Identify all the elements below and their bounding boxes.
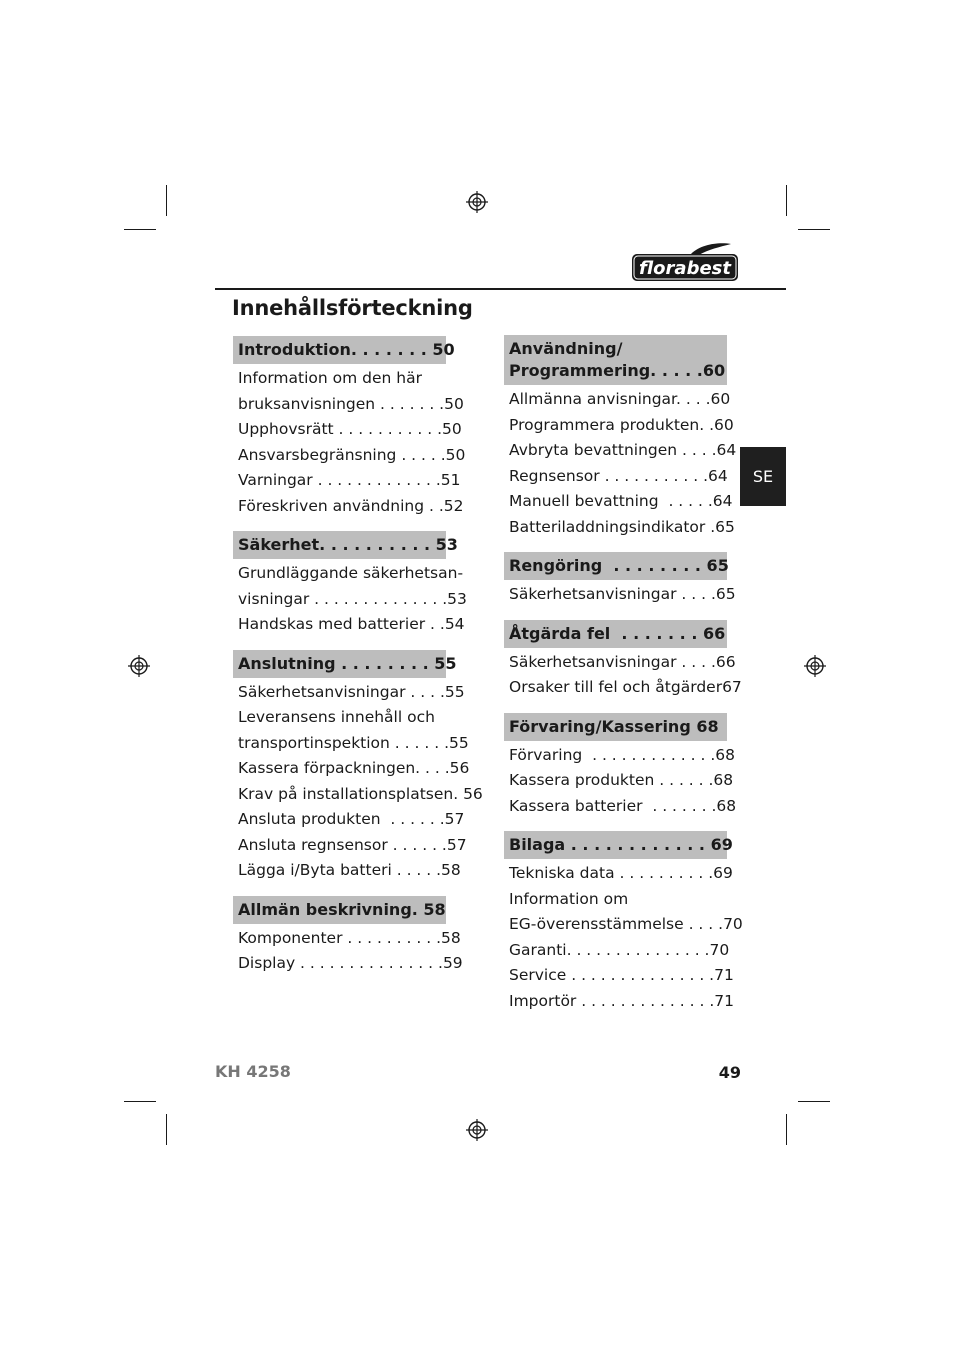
- toc-column-left: [233, 336, 483, 977]
- toc-entry: Säkerhetsanvisningar . . . .55: [238, 682, 465, 701]
- toc-entry: Information om: [509, 889, 629, 908]
- model-number: KH 4258: [215, 1062, 291, 1081]
- toc-entry: Avbryta bevattningen . . . .64: [509, 441, 737, 459]
- crop-mark: [124, 229, 156, 230]
- page-title: Innehållsförteckning: [232, 296, 473, 320]
- page-number: 49: [718, 1063, 741, 1082]
- toc-section-heading: Åtgärda fel . . . . . . . 66: [504, 620, 727, 648]
- toc-column-right: [504, 335, 743, 1014]
- logo-text: florabest: [639, 258, 731, 279]
- toc-entry: Regnsensor . . . . . . . . . . .64: [509, 466, 728, 485]
- toc-section-heading: Användning/ Programmering. . . . .60: [504, 335, 727, 385]
- crop-mark: [786, 1114, 787, 1145]
- toc-entry: Tekniska data . . . . . . . . . .69: [509, 864, 733, 882]
- toc-entry: Programmera produkten. .60: [509, 415, 734, 434]
- toc-section-heading: Allmän beskrivning. 58: [233, 896, 446, 924]
- toc-section-heading: Bilaga . . . . . . . . . . . . 69: [504, 831, 727, 859]
- toc-entry: Lägga i/Byta batteri . . . . .58: [238, 861, 461, 879]
- registration-mark-icon: [804, 655, 826, 677]
- toc-section-heading: Säkerhet. . . . . . . . . . 53: [233, 531, 446, 559]
- registration-mark-icon: [466, 1119, 488, 1141]
- toc-entry: Garanti. . . . . . . . . . . . . . .70: [509, 940, 730, 959]
- toc-entry: Handskas med batterier . .54: [238, 615, 465, 633]
- crop-mark: [166, 185, 167, 216]
- toc-entry: Upphovsrätt . . . . . . . . . . .50: [238, 420, 462, 438]
- toc-entry: EG-överensstämmelse . . . .70: [509, 915, 743, 933]
- toc-entry: Säkerhetsanvisningar . . . .65: [509, 585, 736, 603]
- toc-entry: Kassera batterier . . . . . . .68: [509, 796, 737, 815]
- toc-entry: Grundläggande säkerhetsan-: [238, 564, 464, 582]
- toc-entry: Kassera förpackningen. . . .56: [238, 759, 470, 777]
- toc-entry: Orsaker till fel och åtgärder67: [509, 678, 742, 696]
- registration-mark-icon: [466, 191, 488, 213]
- toc-entry: Allmänna anvisningar. . . .60: [509, 390, 731, 408]
- toc-entry: Batteriladdningsindikator .65: [509, 517, 735, 536]
- toc-entry: Importör . . . . . . . . . . . . . .71: [509, 991, 734, 1010]
- crop-mark: [166, 1114, 167, 1145]
- toc-entry: Ansluta regnsensor . . . . . .57: [238, 835, 467, 854]
- toc-section-heading: Rengöring . . . . . . . . 65: [504, 552, 727, 580]
- toc-entry: Service . . . . . . . . . . . . . . .71: [509, 966, 734, 984]
- crop-mark: [798, 229, 830, 230]
- header-rule: [215, 288, 786, 290]
- toc-entry: Kassera produkten . . . . . .68: [509, 771, 734, 789]
- toc-section-heading: Anslutning . . . . . . . . 55: [233, 650, 446, 678]
- toc-entry: Information om den här: [238, 369, 422, 387]
- language-tab: SE: [740, 447, 786, 506]
- toc-entry: transportinspektion . . . . . .55: [238, 733, 469, 752]
- toc-entry: Display . . . . . . . . . . . . . . .59: [238, 954, 463, 972]
- crop-mark: [124, 1101, 156, 1102]
- crop-mark: [786, 185, 787, 216]
- crop-mark: [798, 1101, 830, 1102]
- florabest-logo: [631, 242, 739, 282]
- toc-entry: Säkerhetsanvisningar . . . .66: [509, 652, 736, 671]
- toc-entry: Leveransens innehåll och: [238, 708, 435, 726]
- toc-entry: visningar . . . . . . . . . . . . . .53: [238, 589, 467, 608]
- toc-entry: Komponenter . . . . . . . . . .58: [238, 928, 461, 947]
- toc-section-heading: Förvaring/Kassering 68: [504, 713, 727, 741]
- toc-entry: Ansvarsbegränsning . . . . .50: [238, 445, 466, 464]
- toc-entry: Varningar . . . . . . . . . . . . .51: [238, 471, 461, 489]
- toc-entry: Föreskriven användning . .52: [238, 496, 464, 515]
- toc-entry: Manuell bevattning . . . . .64: [509, 492, 733, 510]
- toc-entry: Krav på installationsplatsen. 56: [238, 784, 483, 803]
- toc-section-heading: Introduktion. . . . . . . 50: [233, 336, 446, 364]
- toc-entry: Förvaring . . . . . . . . . . . . .68: [509, 745, 735, 764]
- toc-entry: bruksanvisningen . . . . . . .50: [238, 394, 464, 413]
- registration-mark-icon: [128, 655, 150, 677]
- toc-entry: Ansluta produkten . . . . . .57: [238, 810, 465, 828]
